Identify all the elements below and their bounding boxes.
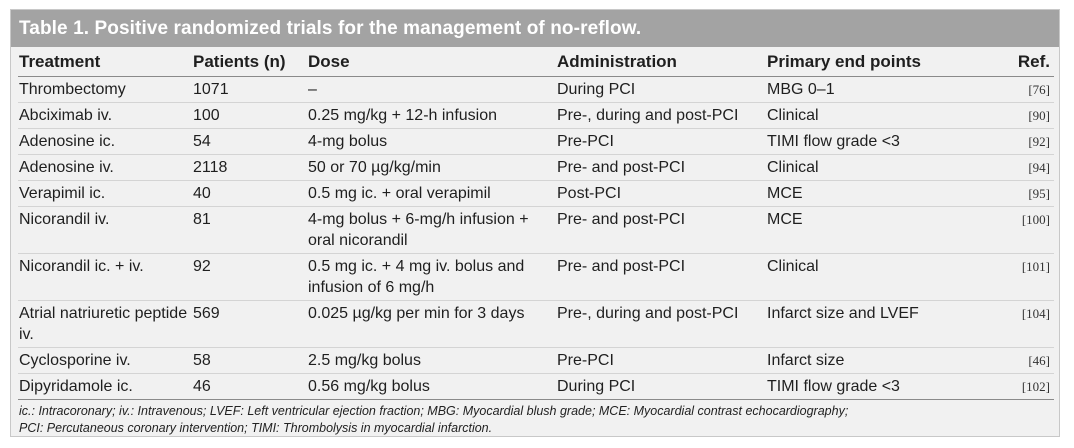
cell-endpoints: Infarct size — [766, 348, 1004, 374]
cell-treatment: Adenosine ic. — [18, 129, 192, 155]
cell-dose: 0.25 mg/kg + 12-h infusion — [307, 103, 556, 129]
header-dose: Dose — [307, 47, 556, 77]
table-row — [18, 103, 1054, 129]
cell-treatment: Abciximab iv. — [18, 103, 192, 129]
cell-administration: Pre-, during and post-PCI — [556, 301, 766, 348]
cell-ref: [95] — [1004, 181, 1054, 207]
table-row — [18, 129, 1054, 155]
cell-patients: 40 — [192, 181, 307, 207]
cell-ref: [104] — [1004, 301, 1054, 348]
table-row — [18, 301, 1054, 348]
cell-administration: Pre- and post-PCI — [556, 155, 766, 181]
cell-administration: Pre- and post-PCI — [556, 254, 766, 301]
cell-ref: [46] — [1004, 348, 1054, 374]
cell-patients: 2118 — [192, 155, 307, 181]
footnote-line: ic.: Intracoronary; iv.: Intravenous; LVEF: Left ventricular ejection fraction; MBG: Myocardial blush grade; MCE: Myocardial contrast echocardiography; — [19, 404, 849, 418]
cell-endpoints: MBG 0–1 — [766, 77, 1004, 103]
cell-administration: Pre- and post-PCI — [556, 207, 766, 254]
table-body — [18, 77, 1054, 400]
cell-endpoints: Clinical — [766, 254, 1004, 301]
cell-treatment: Adenosine iv. — [18, 155, 192, 181]
cell-endpoints: Clinical — [766, 103, 1004, 129]
cell-dose: 0.025 µg/kg per min for 3 days — [307, 301, 556, 348]
cell-endpoints: Infarct size and LVEF — [766, 301, 1004, 348]
cell-endpoints: MCE — [766, 181, 1004, 207]
cell-dose: 4-mg bolus + 6-mg/h infusion + oral nicorandil — [307, 207, 556, 254]
table-row — [18, 254, 1054, 301]
cell-endpoints: Clinical — [766, 155, 1004, 181]
trials-table — [18, 47, 1054, 400]
cell-ref: [102] — [1004, 374, 1054, 400]
cell-administration: During PCI — [556, 374, 766, 400]
cell-treatment: Cyclosporine iv. — [18, 348, 192, 374]
cell-patients: 81 — [192, 207, 307, 254]
header-treatment: Treatment — [18, 47, 192, 77]
cell-dose: 0.5 mg ic. + 4 mg iv. bolus and infusion of 6 mg/h — [307, 254, 556, 301]
cell-patients: 58 — [192, 348, 307, 374]
cell-dose: 50 or 70 µg/kg/min — [307, 155, 556, 181]
cell-dose: 2.5 mg/kg bolus — [307, 348, 556, 374]
table-panel — [10, 9, 1060, 437]
header-row — [18, 47, 1054, 77]
cell-ref: [100] — [1004, 207, 1054, 254]
cell-treatment: Thrombectomy — [18, 77, 192, 103]
header-endpoints: Primary end points — [766, 47, 1004, 77]
table-row — [18, 374, 1054, 400]
cell-administration: During PCI — [556, 77, 766, 103]
cell-administration: Pre-, during and post-PCI — [556, 103, 766, 129]
cell-treatment: Nicorandil ic. + iv. — [18, 254, 192, 301]
cell-endpoints: TIMI flow grade <3 — [766, 374, 1004, 400]
cell-endpoints: TIMI flow grade <3 — [766, 129, 1004, 155]
cell-ref: [92] — [1004, 129, 1054, 155]
cell-administration: Pre-PCI — [556, 348, 766, 374]
cell-treatment: Atrial natriuretic peptide iv. — [18, 301, 192, 348]
cell-patients: 100 — [192, 103, 307, 129]
cell-ref: [101] — [1004, 254, 1054, 301]
cell-dose: 0.56 mg/kg bolus — [307, 374, 556, 400]
table-title: Table 1. Positive randomized trials for the management of no-reflow. — [11, 10, 1059, 47]
table-row — [18, 181, 1054, 207]
cell-ref: [94] — [1004, 155, 1054, 181]
cell-dose: – — [307, 77, 556, 103]
table-row — [18, 155, 1054, 181]
table-row — [18, 77, 1054, 103]
cell-dose: 4-mg bolus — [307, 129, 556, 155]
table-row — [18, 348, 1054, 374]
table-footnote — [19, 403, 1049, 437]
header-administration: Administration — [556, 47, 766, 77]
cell-administration: Post-PCI — [556, 181, 766, 207]
cell-treatment: Nicorandil iv. — [18, 207, 192, 254]
header-ref: Ref. — [1004, 47, 1054, 77]
header-patients: Patients (n) — [192, 47, 307, 77]
cell-treatment: Dipyridamole ic. — [18, 374, 192, 400]
table-row — [18, 207, 1054, 254]
cell-patients: 46 — [192, 374, 307, 400]
cell-patients: 92 — [192, 254, 307, 301]
cell-patients: 54 — [192, 129, 307, 155]
cell-ref: [76] — [1004, 77, 1054, 103]
cell-endpoints: MCE — [766, 207, 1004, 254]
cell-treatment: Verapimil ic. — [18, 181, 192, 207]
cell-patients: 1071 — [192, 77, 307, 103]
cell-ref: [90] — [1004, 103, 1054, 129]
cell-dose: 0.5 mg ic. + oral verapimil — [307, 181, 556, 207]
cell-patients: 569 — [192, 301, 307, 348]
cell-administration: Pre-PCI — [556, 129, 766, 155]
footnote-line: PCI: Percutaneous coronary intervention; TIMI: Thrombolysis in myocardial infarction. — [19, 421, 493, 435]
